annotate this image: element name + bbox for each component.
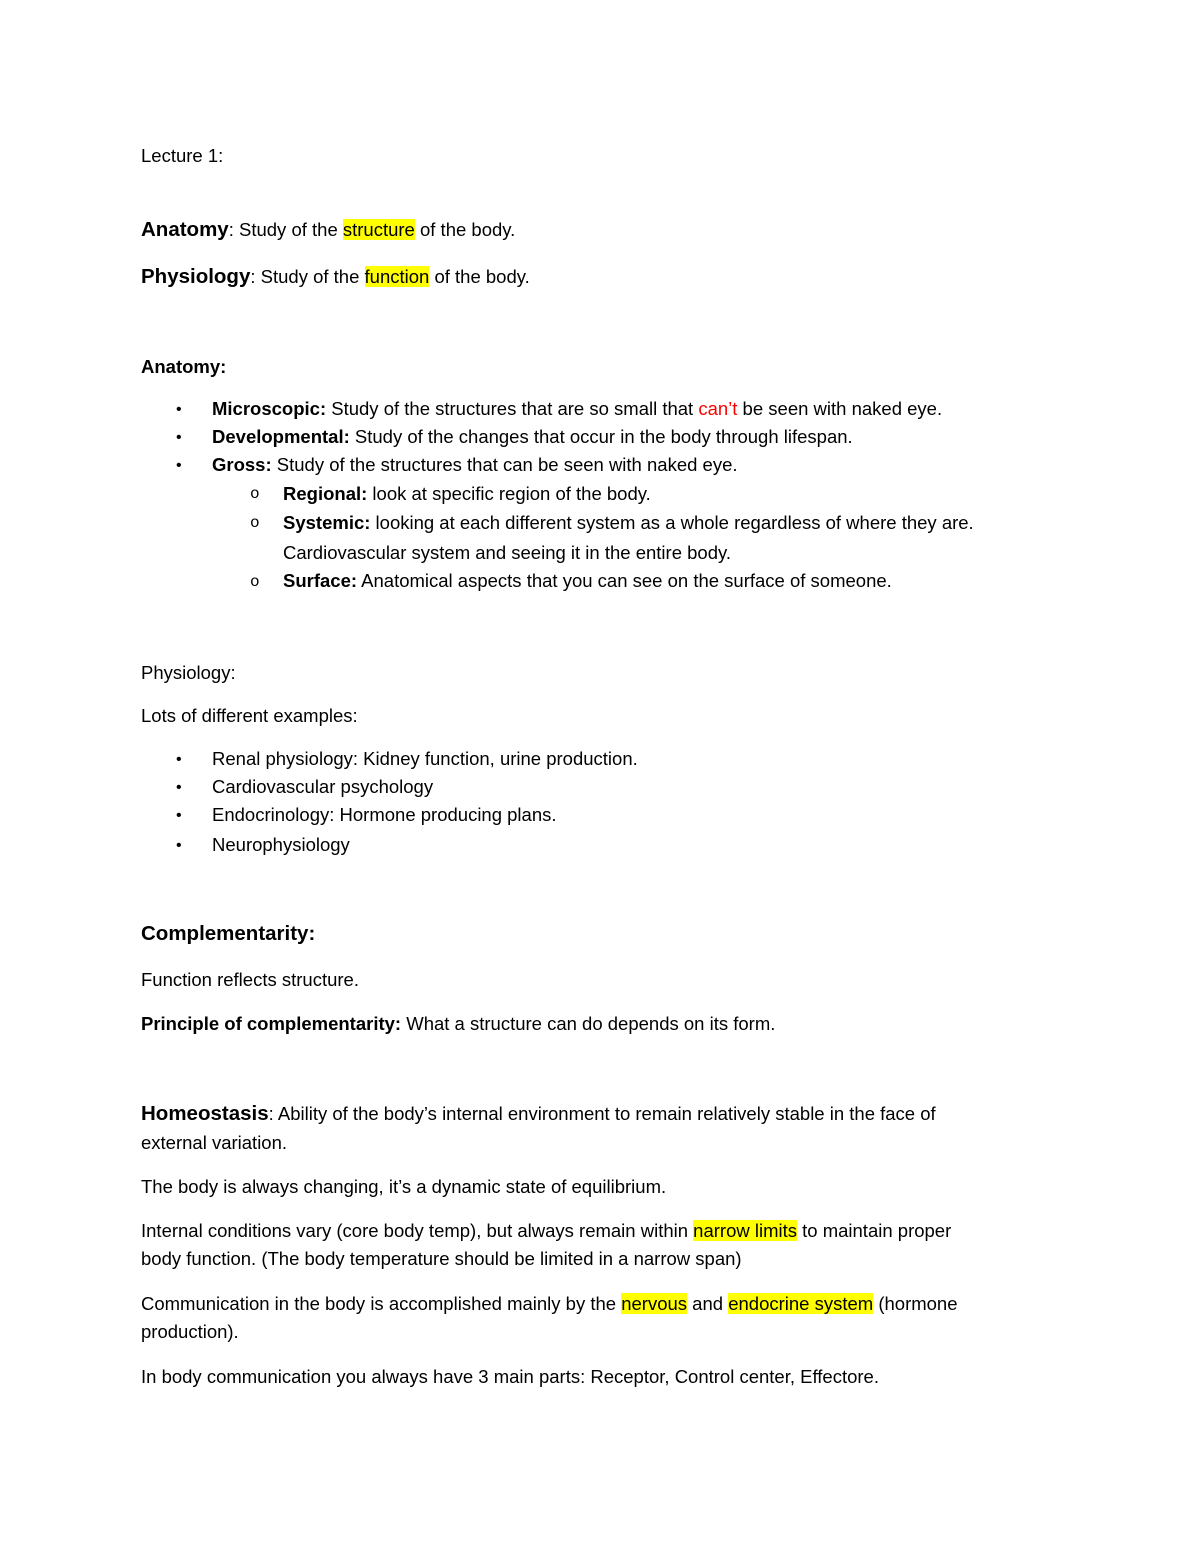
anatomy-heading: Anatomy: — [141, 356, 227, 377]
complementarity-line: Function reflects structure. — [141, 969, 359, 990]
bullet-icon: • — [176, 401, 182, 418]
bullet-icon: • — [176, 837, 182, 854]
sub-list-item: Regional: look at specific region of the body. — [283, 483, 651, 504]
bullet-icon: • — [176, 807, 182, 824]
lecture-title: Lecture 1: — [141, 145, 224, 166]
paragraph-cont: body function. (The body temperature should be limited in a narrow span) — [141, 1248, 742, 1269]
paragraph: Communication in the body is accomplished mainly by the nervous and endocrine system (hormone — [141, 1293, 958, 1314]
physiology-heading: Physiology: — [141, 662, 236, 683]
complementarity-heading: Complementarity: — [141, 922, 316, 945]
physiology-definition: Physiology: Study of the function of the body. — [141, 265, 530, 288]
sub-list-item-continuation: Cardiovascular system and seeing it in the entire body. — [283, 542, 732, 563]
physiology-intro: Lots of different examples: — [141, 705, 358, 726]
sub-list-item: Systemic: looking at each different system as a whole regardless of where they are. — [283, 512, 974, 533]
anatomy-term: Anatomy — [141, 218, 229, 241]
red-text-cant: can’t — [698, 398, 738, 419]
complementarity-principle: Principle of complementarity: What a structure can do depends on its form. — [141, 1013, 776, 1034]
highlight-narrow-limits: narrow limits — [693, 1220, 797, 1241]
bullet-icon: • — [176, 779, 182, 796]
sub-list-item: Surface: Anatomical aspects that you can see on the surface of someone. — [283, 570, 892, 591]
homeostasis-term: Homeostasis — [141, 1102, 269, 1125]
sub-bullet-icon: o — [250, 485, 260, 503]
sub-bullet-icon: o — [250, 514, 260, 532]
highlight-endocrine-system: endocrine system — [728, 1293, 874, 1314]
highlight-function: function — [364, 266, 430, 287]
list-item: Renal physiology: Kidney function, urine production. — [212, 748, 638, 769]
bullet-icon: • — [176, 429, 182, 446]
highlight-nervous: nervous — [621, 1293, 688, 1314]
paragraph: The body is always changing, it’s a dynamic state of equilibrium. — [141, 1176, 667, 1197]
list-item: Endocrinology: Hormone producing plans. — [212, 804, 557, 825]
anatomy-definition: Anatomy: Study of the structure of the body. — [141, 218, 516, 241]
list-item: Neurophysiology — [212, 834, 350, 855]
homeostasis-definition-cont: external variation. — [141, 1132, 288, 1153]
list-item: Developmental: Study of the changes that occur in the body through lifespan. — [212, 426, 853, 447]
list-item: Gross: Study of the structures that can be seen with naked eye. — [212, 454, 738, 475]
sub-bullet-icon: o — [250, 573, 260, 591]
paragraph-cont: production). — [141, 1321, 239, 1342]
paragraph: In body communication you always have 3 main parts: Receptor, Control center, Effectore. — [141, 1366, 879, 1387]
bullet-icon: • — [176, 751, 182, 768]
bullet-icon: • — [176, 457, 182, 474]
highlight-structure: structure — [342, 219, 415, 240]
physiology-term: Physiology — [141, 265, 251, 288]
list-item: Microscopic: Study of the structures that are so small that can’t be seen with naked eye. — [212, 398, 943, 419]
paragraph: Internal conditions vary (core body temp), but always remain within narrow limits to maintain proper — [141, 1220, 952, 1241]
homeostasis-definition: Homeostasis: Ability of the body’s internal environment to remain relatively stable in the face of — [141, 1102, 936, 1125]
list-item: Cardiovascular psychology — [212, 776, 434, 797]
